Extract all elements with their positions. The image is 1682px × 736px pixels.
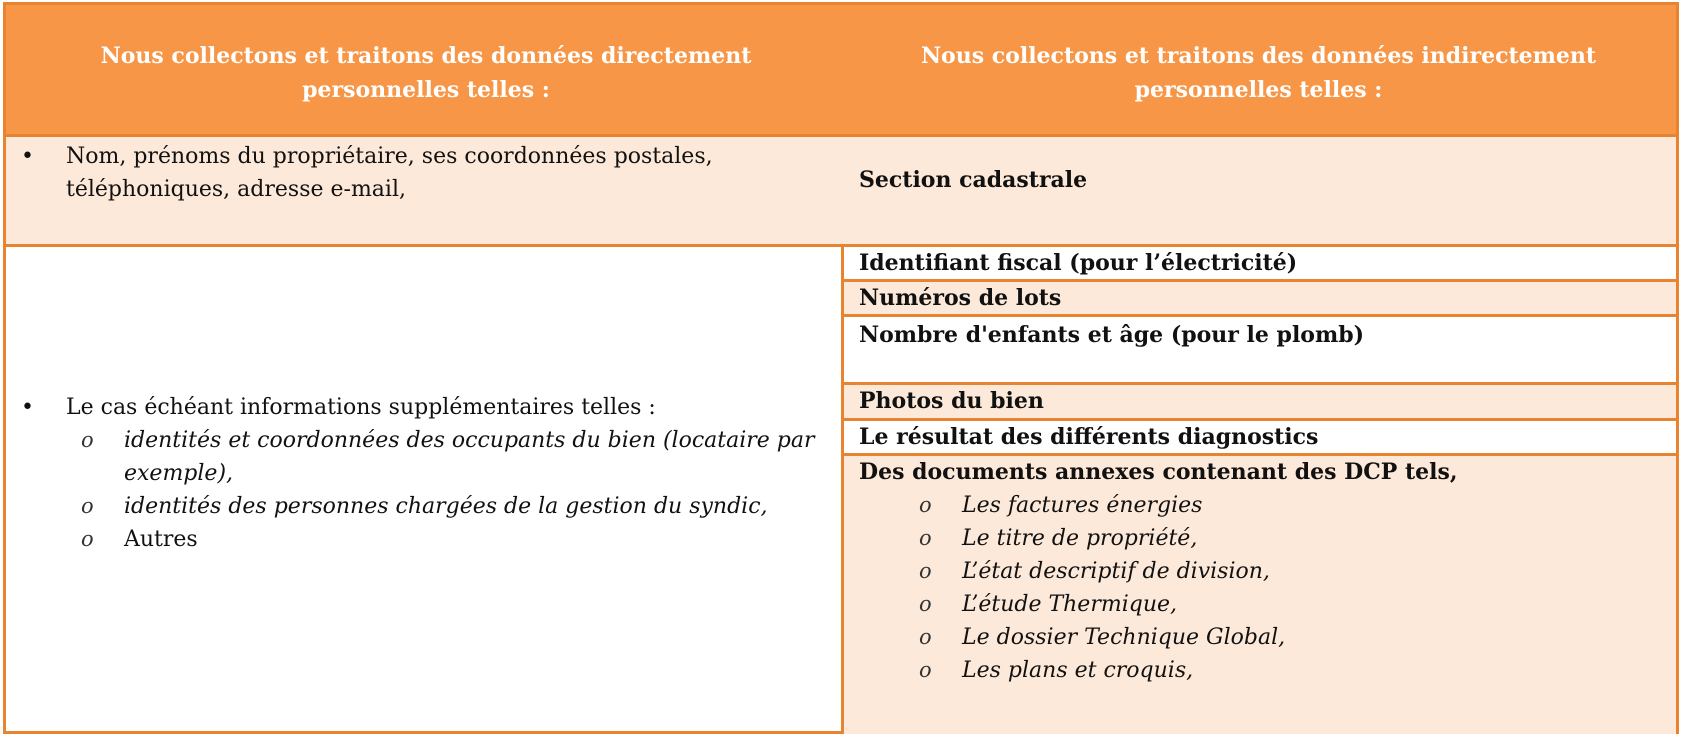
bullet-icon: • <box>21 144 34 169</box>
table-row-1 <box>6 137 1676 247</box>
row2-main-item: Le cas échéant informations supplémentaires telles : <box>66 395 656 420</box>
doc-item-1: Les factures énergies <box>962 493 1203 518</box>
circle-bullet-icon: o <box>919 658 932 682</box>
row1-left-line1: Nom, prénoms du propriétaire, ses coordonnées postales, <box>66 144 713 169</box>
circle-bullet-icon: o <box>919 526 932 550</box>
table-header <box>6 5 1676 137</box>
circle-bullet-icon: o <box>81 494 94 518</box>
row1-left-cell <box>66 140 713 206</box>
right-row-lot-numbers <box>844 282 1676 317</box>
right-row-lot-numbers-text: Numéros de lots <box>859 285 1062 311</box>
row1-right-cell: Section cadastrale <box>859 167 1088 193</box>
right-row-photos-text: Photos du bien <box>859 388 1044 414</box>
doc-item-6: Les plans et croquis, <box>962 658 1194 683</box>
doc-item-2: Le titre de propriété, <box>962 526 1198 551</box>
right-row-documents <box>844 456 1676 734</box>
right-row-documents-text: Des documents annexes contenant des DCP tels, <box>859 459 1458 485</box>
right-row-children <box>844 317 1676 385</box>
right-row-fiscal-id-text: Identifiant fiscal (pour l’électricité) <box>859 250 1298 276</box>
header-indirect-line2: personnelles telles : <box>1134 77 1383 103</box>
row2-sub-item-1-line1: identités et coordonnées des occupants du bien (locataire par <box>124 428 815 453</box>
row2-sub-item-1 <box>124 424 815 490</box>
circle-bullet-icon: o <box>81 428 94 452</box>
header-direct-line1: Nous collectons et traitons des données directement <box>100 43 752 69</box>
row1-left-line2: téléphoniques, adresse e-mail, <box>66 177 406 202</box>
doc-item-3: L’état descriptif de division, <box>962 559 1270 584</box>
circle-bullet-icon: o <box>919 592 932 616</box>
circle-bullet-icon: o <box>919 625 932 649</box>
doc-item-4: L’étude Thermique, <box>962 592 1177 617</box>
circle-bullet-icon: o <box>919 559 932 583</box>
data-table <box>3 2 1679 734</box>
right-row-photos <box>844 385 1676 421</box>
row2-sub-item-3: Autres <box>124 527 198 552</box>
row2-sub-item-2: identités des personnes chargées de la gestion du syndic, <box>124 494 768 519</box>
right-row-diagnostics <box>844 421 1676 456</box>
header-indirect <box>851 39 1666 107</box>
right-row-fiscal-id <box>844 247 1676 282</box>
circle-bullet-icon: o <box>81 527 94 551</box>
doc-item-5: Le dossier Technique Global, <box>962 625 1286 650</box>
circle-bullet-icon: o <box>919 493 932 517</box>
right-row-diagnostics-text: Le résultat des différents diagnostics <box>859 424 1319 450</box>
header-indirect-line1: Nous collectons et traitons des données indirectement <box>920 43 1597 69</box>
row2-sub-item-1-line2: exemple), <box>124 461 234 486</box>
header-direct <box>26 39 826 107</box>
bullet-icon: • <box>21 395 34 420</box>
header-direct-line2: personnelles telles : <box>302 77 550 103</box>
right-row-children-text: Nombre d'enfants et âge (pour le plomb) <box>859 322 1365 348</box>
